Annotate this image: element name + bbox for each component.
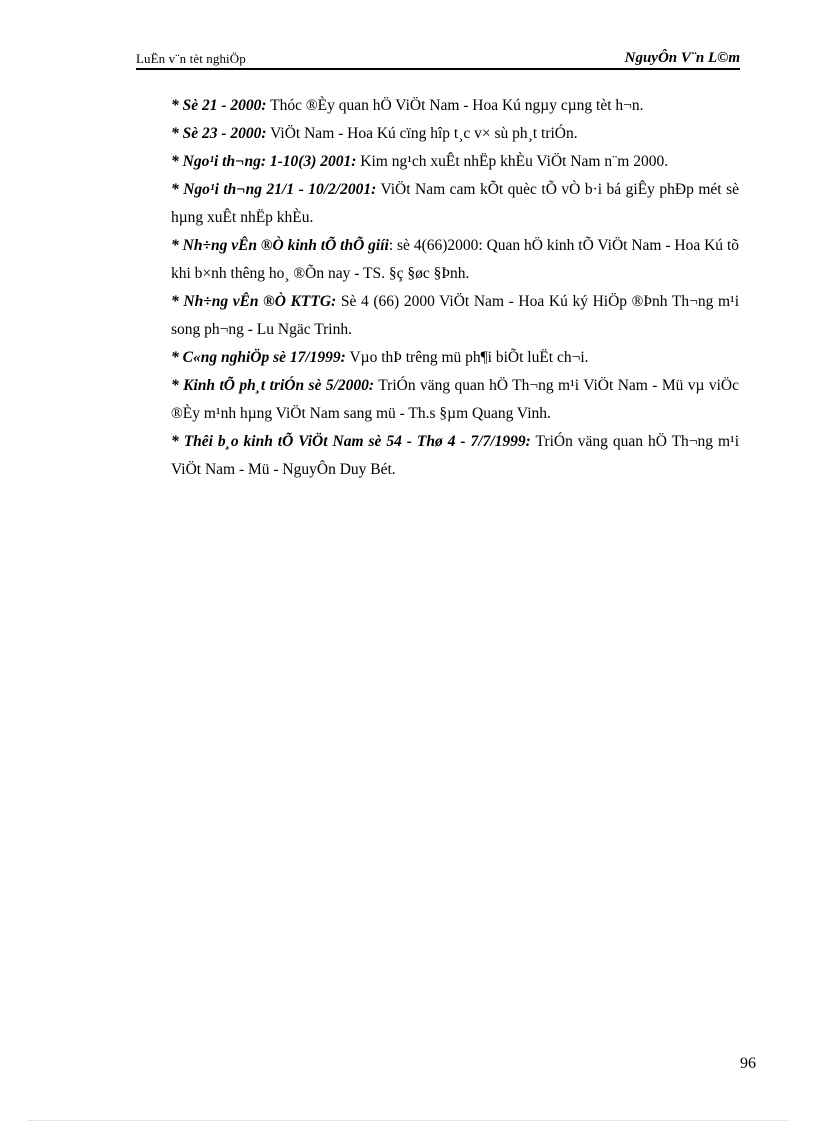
reference-entry <box>171 120 739 148</box>
reference-source: * Ngo¹i th¬ng 21/1 - 10/2/2001: <box>171 181 377 198</box>
reference-source: * Sè 21 - 2000: <box>171 97 267 114</box>
reference-title: ViÖt Nam - Hoa Kú cïng hîp t¸c v× sù ph¸t triÓn. <box>266 125 578 142</box>
reference-title: Vµo thÞ trêng mü ph¶i biÕt luËt ch¬i. <box>345 349 589 366</box>
reference-source: * Kinh tÕ ph¸t triÓn sè 5/2000: <box>171 377 375 394</box>
page-header <box>136 50 740 70</box>
reference-title: ViÖt Nam cam kÕt quèc tÕ vÒ b·i bá giÊy phÐp mét sè hµng xuÊt nhËp khÈu. <box>171 181 739 226</box>
page-bottom-edge <box>28 1120 788 1121</box>
reference-source: * Thêi b¸o kinh tÕ ViÖt Nam sè 54 - Thø 4 - 7/7/1999: <box>171 433 531 450</box>
reference-title: Kim ng¹ch xuÊt nhËp khÈu ViÖt Nam n¨m 2000. <box>356 153 669 170</box>
header-thesis-label: LuËn v¨n tèt nghiÖp <box>136 51 246 66</box>
reference-entry <box>171 176 739 232</box>
reference-title: Thóc ®Èy quan hÖ ViÖt Nam - Hoa Kú ngµy cµng tèt h¬n. <box>266 97 644 114</box>
reference-source: * Sè 23 - 2000: <box>171 125 267 142</box>
reference-entry <box>171 148 739 176</box>
reference-entry <box>171 428 739 484</box>
reference-title: TriÓn väng quan hÖ Th¬ng m¹i ViÖt Nam - Mü vµ viÖc ®Èy m¹nh hµng ViÖt Nam sang mü - Th.s §µm Quang Vinh. <box>171 377 740 422</box>
reference-title: TriÓn väng quan hÖ Th¬ng m¹i ViÖt Nam - Mü - NguyÔn Duy Bét. <box>171 433 739 478</box>
reference-title: : sè 4(66)2000: Quan hÖ kinh tÕ ViÖt Nam - Hoa Kú tõ khi b×nh thêng ho¸ ®Õn nay - TS. §ç §øc §Þnh. <box>171 237 740 282</box>
reference-entry <box>171 288 739 344</box>
page-number: 96 <box>740 1055 756 1072</box>
reference-entry <box>171 92 739 120</box>
reference-source: * C«ng nghiÖp sè 17/1999: <box>171 349 346 366</box>
reference-source: * Nh÷ng vÊn ®Ò kinh tÕ thÕ giíi <box>171 237 389 254</box>
reference-list <box>171 92 739 484</box>
reference-entry <box>171 232 739 288</box>
reference-entry <box>171 372 739 428</box>
reference-entry <box>171 344 739 372</box>
reference-source: * Nh÷ng vÊn ®Ò KTTG: <box>171 293 337 310</box>
header-divider <box>136 68 740 70</box>
reference-source: * Ngo¹i th¬ng: 1-10(3) 2001: <box>171 153 357 170</box>
header-author-name: NguyÔn V¨n L©m <box>624 50 740 66</box>
reference-title: Sè 4 (66) 2000 ViÖt Nam - Hoa Kú ký HiÖp ®Þnh Th¬ng m¹i song ph¬ng - Lu Ngäc Trinh. <box>171 293 740 338</box>
